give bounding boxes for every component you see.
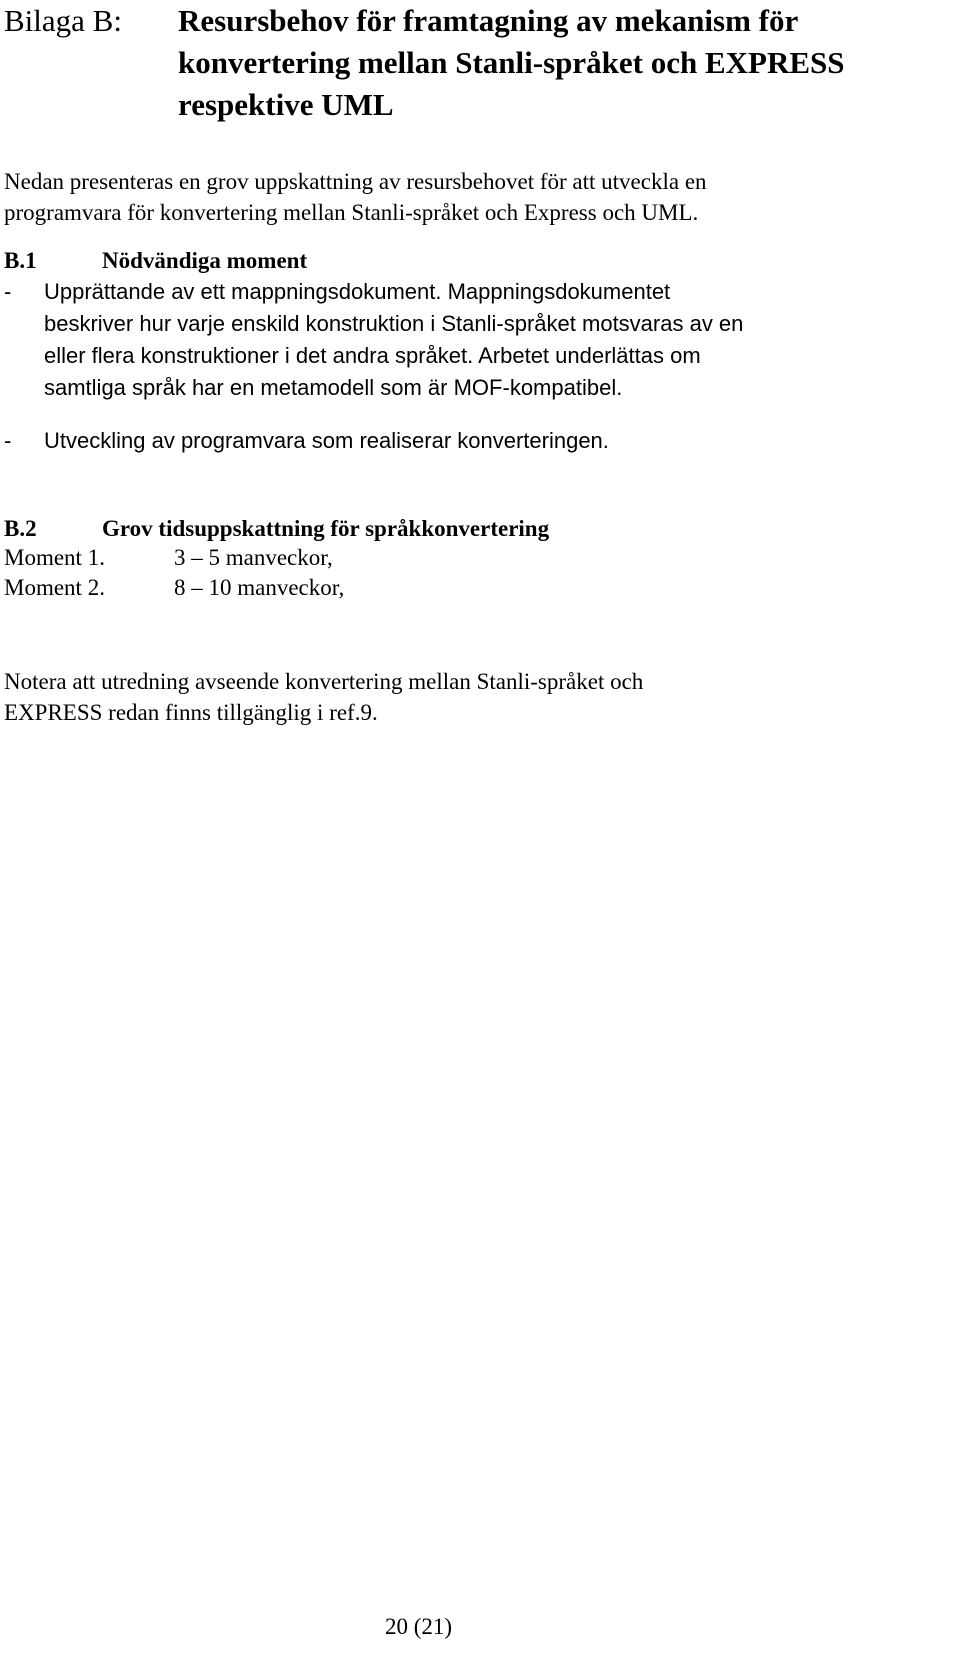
- note-line: EXPRESS redan finns tillgänglig i ref.9.: [4, 700, 378, 725]
- note-paragraph: [4, 666, 643, 728]
- section-title: Nödvändiga moment: [102, 248, 308, 273]
- bullet-line: samtliga språk har en metamodell som är MOF-kompatibel.: [44, 375, 623, 400]
- note-line: Notera att utredning avseende konvertering mellan Stanli-språket och: [4, 669, 644, 694]
- section-number: B.2: [4, 516, 37, 541]
- appendix-title-line: Resursbehov för framtagning av mekanism för: [178, 3, 799, 38]
- bullet-text: [44, 276, 743, 404]
- intro-line: Nedan presenteras en grov uppskattning av resursbehovet för att utveckla en: [4, 169, 707, 194]
- bullet-line: eller flera konstruktioner i det andra språket. Arbetet underlättas om: [44, 343, 701, 368]
- bullet-dash: -: [4, 279, 12, 304]
- moment-estimate: 3 – 5 manveckor,: [174, 545, 333, 570]
- bullet-line: beskriver hur varje enskild konstruktion i Stanli-språket motsvaras av en: [44, 311, 744, 336]
- moment-label: Moment 2.: [4, 575, 105, 600]
- appendix-title-line: respektive UML: [178, 87, 394, 122]
- moment-label: Moment 1.: [4, 545, 105, 570]
- page-number: 20 (21): [385, 1614, 453, 1639]
- moment-estimate: 8 – 10 manveckor,: [174, 575, 345, 600]
- bullet-dash: -: [4, 428, 12, 453]
- appendix-title: [178, 0, 954, 126]
- appendix-label: Bilaga B:: [4, 3, 122, 38]
- bullet-text: [44, 425, 609, 457]
- intro-line: programvara för konvertering mellan Stanli-språket och Express och UML.: [4, 200, 699, 225]
- section-title: Grov tidsuppskattning för språkkonvertering: [102, 516, 550, 541]
- section-number: B.1: [4, 248, 37, 273]
- bullet-line: Upprättande av ett mappningsdokument. Mappningsdokumentet: [44, 279, 671, 304]
- appendix-title-line: konvertering mellan Stanli-språket och EXPRESS: [178, 45, 845, 80]
- bullet-line: Utveckling av programvara som realiserar konverteringen.: [44, 428, 609, 453]
- intro-paragraph: [4, 166, 707, 228]
